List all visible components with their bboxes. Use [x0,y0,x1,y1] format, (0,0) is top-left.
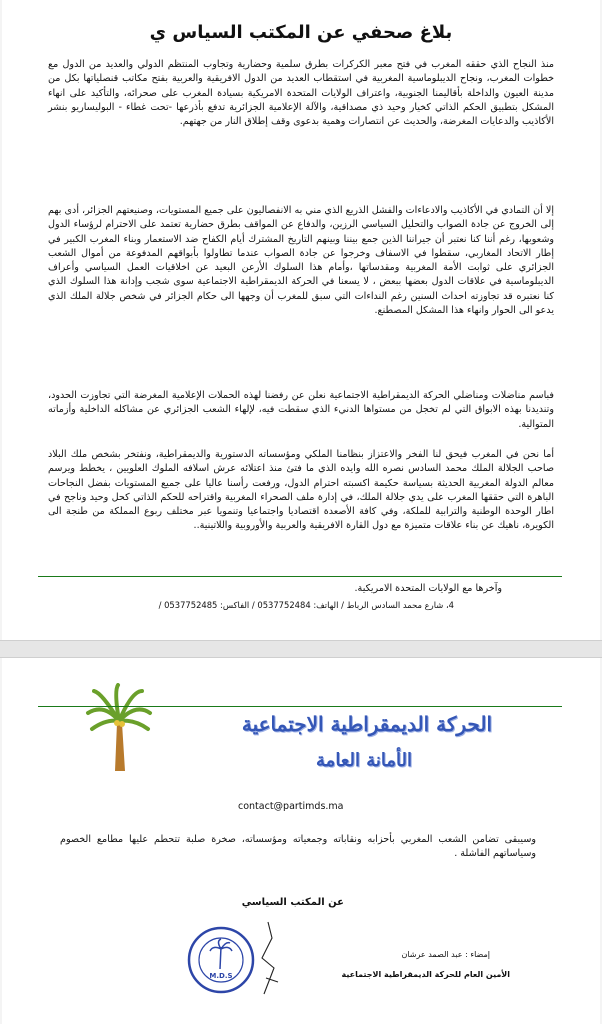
organization-name: الحركة الديمقراطية الاجتماعية [241,712,492,736]
handwritten-signature [248,918,288,998]
footer-divider [38,576,562,577]
statement-title: بلاغ صحفي عن المكتب السياس ي [149,22,453,43]
svg-text:M.D.S: M.D.S [209,972,233,980]
paragraph-usa: وآخرها مع الولايات المتحدة الامريكية. [354,583,502,594]
party-seal-stamp [186,925,256,995]
signatory-name: إمضاء : عبد الصمد عرشان [401,950,490,959]
palm-tree-logo [84,683,154,773]
office-signature-heading: عن المكتب السياسي [241,897,344,908]
general-secretariat: الأمانة العامة [316,750,412,771]
footer-address: 4، شارع محمد السادس الرباط / الهاتف: 0537752484 / الفاكس: 0537752485 / [158,600,454,610]
paragraph-kerkerat: منذ النجاح الذي حققه المغرب في فتح معبر الكركرات بطرق سلمية وحضارية وتجاوب المنتظم الدولي والعديد من الدول مع خطوات المغرب، ونجاح الديبلوماسية المغربية في استقطاب العديد من الدول الافريقية والعربية بفتح مكاتب قنصلياتها بكل من مدينة العيون والداخلة بأقاليمنا الجنوبية، واعتراف الولايات المتحدة الامريكية بسيادة المغرب على صحرائه، والتأكيد على انهاء المشكل بتطبيق الحكم الذاتي كخيار وحيد ذي مصداقية، والآلة الإعلامية الجزائرية تدفع بأذرعها -تحت غطاء - البوليساريو بنشر الأكاذيب والدعايات المغرضة، والحديث عن انتصارات وهمية بدعوى وقف إطلاق النار من جهتهم. [48,59,554,128]
paragraph-monarchy: أما نحن في المغرب فيحق لنا الفخر والاعتزاز بنظامنا الملكي ومؤسساته الدستورية والديمقراطية، ونفتخر بشخص ملك البلاد صاحب الجلالة الملك محمد السادس نصره الله وايده الذي ما فتئ منذ اعتلائه عرش اسلافه الملوك العلويين ، يخطط ويرسم معالم الدولة المغربية الحديثة بسياسة حكيمة اكسبته احترام الدول، ورفعت رأسنا عاليا على جميع المستويات بفضل النجاحات الباهرة التي حققها المغرب على يدي جلالة الملك، في إدارة ملف الصحراء المغربية واقتراحه للحكم الذاتي كحل وحيد وناجح في اطار الوحدة الوطنية والترابية للملكة، وفي كافة الأصعدة اقتصاديا واجتماعيا وتنمويا عبر مختلف ربوع المملكة من طنجة الى الكويرة، ناهيك عن بناء علاقات متميزة مع دول القارة الافريقية والعربية والأوروبية واللاتينية.. [48,449,554,532]
closing-paragraph: وسيبقى تضامن الشعب المغربي بأحزابه ونقاباته وجمعياته ومؤسساته، صخرة صلبة تتحطم عليها مطامع الخصوم وسياساتهم الفاشلة . [60,834,536,860]
letterhead-divider [38,706,562,707]
page-separator [0,640,602,658]
paragraph-rejection: فباسم مناضلات ومناضلي الحركة الديمقراطية الاجتماعية نعلن عن رفضنا لهذه الحملات الإعلامية المغرضة التي تجاوزت الحدود، وتنديدنا بهذه الابواق التي لم تخجل من مستواها الدنيء الذي سقطت فيه، لإلهاء الشعب الجزائري عن مشاكله الداخلية وأزماته المتوالية. [48,390,554,430]
signatory-role: الأمين العام للحركة الديمقراطية الاجتماعية [341,970,510,979]
paragraph-condemnation: إلا أن التمادي في الأكاذيب والادعاءات والفشل الذريع الذي مني به الانفصاليون على جميع المستويات، وصنيعتهم الجزائر، أدى بهم إلى الخروج عن جادة الصواب والتحليل السياسي الرزين، والدفاع عن المواقف بطرق حضارية تعتمد على الاحترام لرؤساء الدول وشعوبها، رغم أننا كنا نعتبر أن جيراننا الذين جمع بيننا وبينهم التاريخ المشترك أيام الكفاح ضد الاستعمار وبناء المغرب الكبير في إطار الاتحاد المغاربي، سقطوا في الاسفاف وخرجوا عن جادة الصواب عندما تطاولوا بأبواقهم المدفوعة من أموال الشعب الجزائري على ثوابت الأمة المغربية ومقدساتها ،وأمام هذا السلوك الأرعن البعيد عن اخلاقيات العمل السياسي وأعراف الديبلوماسية في علاقات الدول بعضها ببعض ، لا يسعنا في الحركة الديمقراطية الاجتماعية سوى شجب وإدانة هذا السلوك الذي كنا نعتبره قد تجاوزته احداث السنين رغم النداءات التي سبق للمغرب أن وجهها الى حكام الجزائر في شخص جلالة الملك الذي يدعو الى الحوار وانهاء هذا المشكل المصطنع. [48,205,554,317]
contact-email[interactable]: contact@partimds.ma [238,801,344,812]
